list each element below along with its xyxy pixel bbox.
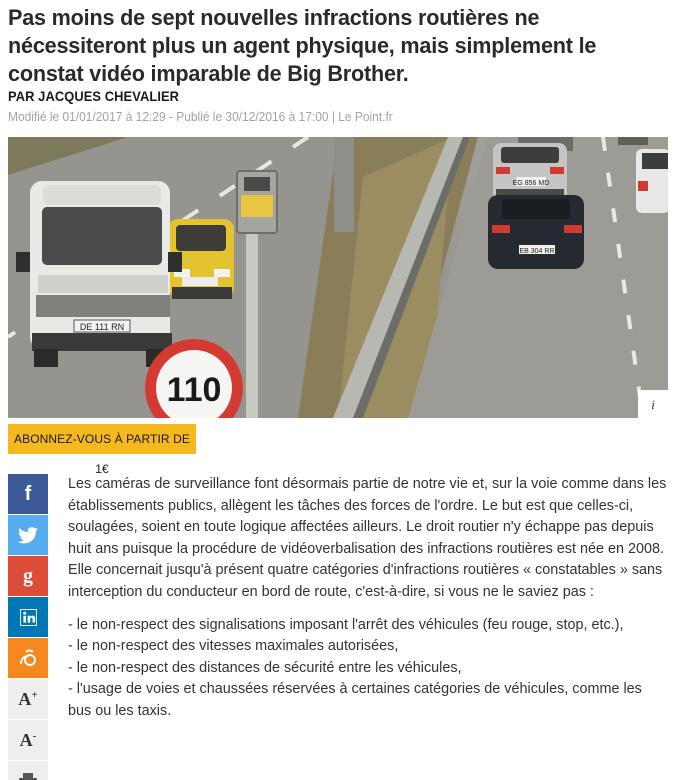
speed-limit-sign: 110 [166,371,222,409]
photo-info-icon[interactable]: i [638,390,668,418]
font-decrease-icon: A- [19,729,37,750]
twitter-share-button[interactable] [8,515,48,555]
article-meta: Modifié le 01/01/2017 à 12:29 - Publié le 30/12/2016 à 17:00 | Le Point.fr [8,109,393,124]
list-item: - le non-respect des vitesses maximales autorisées, [68,638,399,655]
print-icon [19,773,37,780]
van-plate: DE 111 RN [79,322,125,332]
article-author[interactable]: PAR JACQUES CHEVALIER [8,88,180,104]
google-plus-share-button[interactable] [8,556,48,596]
article-photo[interactable] [8,137,668,418]
car-plate-1: EG 856 MD [512,180,550,187]
facebook-share-button[interactable] [8,474,48,514]
article-body [68,474,668,723]
list-item: - le non-respect des signalisations imposant l'arrêt des véhicules (feu rouge, stop, etc.), [68,616,624,633]
print-button[interactable] [8,761,48,780]
list-item: - le non-respect des distances de sécurité entre les véhicules, [68,659,462,676]
car-plate-2: EB 304 RR [519,248,555,255]
comment-icon [18,648,38,668]
linkedin-share-button[interactable] [8,597,48,637]
facebook-icon: f [24,482,32,505]
highway-speed-camera-image [8,137,668,418]
list-item: - l'usage de voies et chaussées réservées à certaines catégories de véhicules, comme les bus ou les taxis. [68,681,642,719]
share-bar [8,474,48,780]
article-headline: Pas moins de sept nouvelles infractions routières ne nécessiteront plus un agent physique, mais simplement le constat vidéo imparable de Big Brother. [8,5,597,86]
subscribe-button[interactable]: ABONNEZ-VOUS À PARTIR DE 1€ [8,424,196,454]
google-plus-icon: g [23,564,33,587]
font-increase-button[interactable] [8,679,48,719]
twitter-icon [18,527,38,544]
linkedin-icon [20,609,37,626]
font-decrease-button[interactable] [8,720,48,760]
infraction-list [68,615,668,723]
font-increase-icon: A+ [18,688,38,709]
article-paragraph: Les caméras de surveillance font désormais partie de notre vie et, sur la voie comme dans les établissements publics, allègent les tâches des forces de l'ordre. Le but est que celles-ci, soulagées, soient en toute logique affectées ailleurs. Le droit routier n'y échappe pas depuis huit ans puisque la procédure de vidéoverbalisation des infractions routières est née en 2008. Elle concernait jusqu'à présent quatre catégories d'infractions routières « constatables » sans interception du conducteur en bord de route, c'est-à-dire, si vous ne le saviez pas : [68,476,667,600]
comment-button[interactable] [8,638,48,678]
